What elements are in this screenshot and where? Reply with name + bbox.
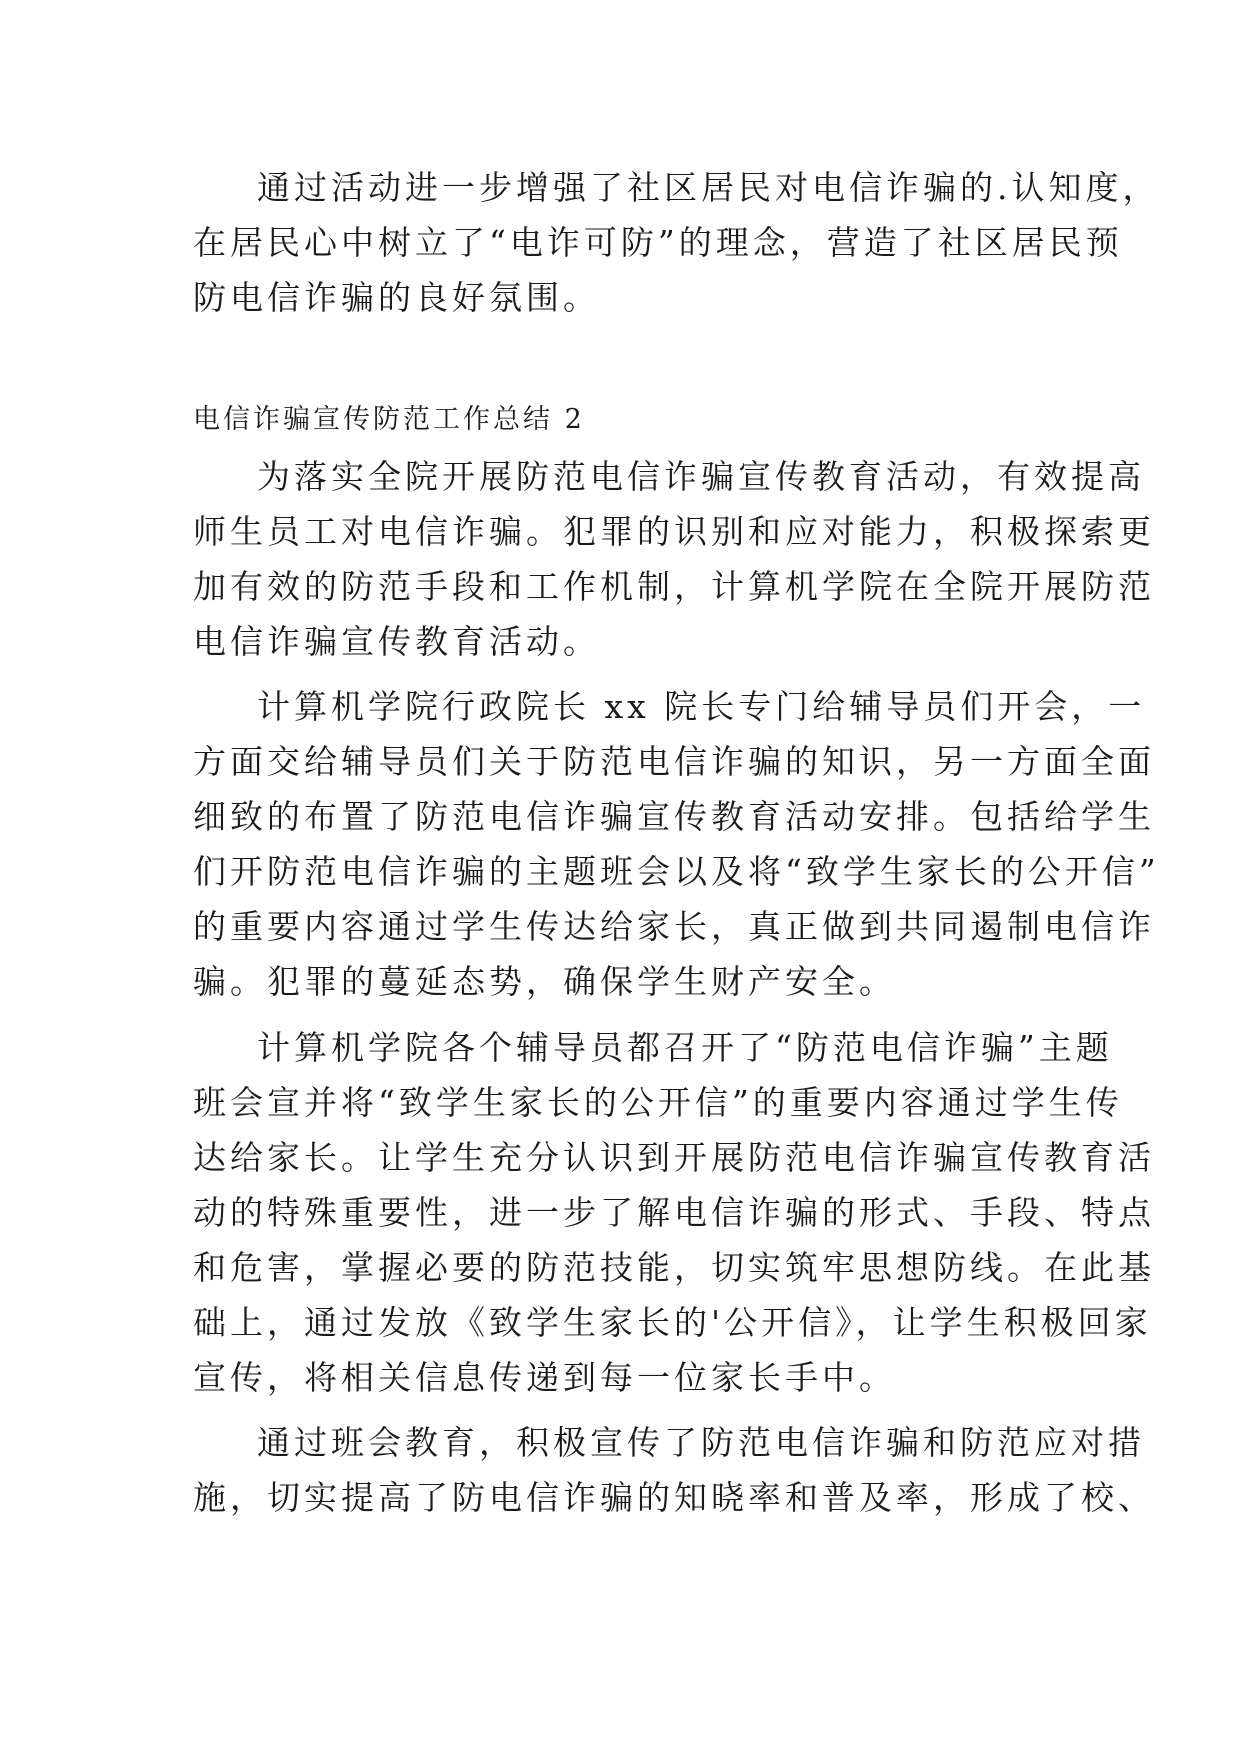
paragraph-1-line-2: 在居民心中树立了“电诈可防”的理念，营造了社区居民预 [193,223,1123,262]
paragraph-5-line-1: 通过班会教育，积极宣传了防范电信诈骗和防范应对措 [257,1423,1145,1462]
paragraph-1-line-3: 防电信诈骗的良好氛围。 [193,278,600,317]
paragraph-3-line-2: 方面交给辅导员们关于防范电信诈骗的知识，另一方面全面 [193,742,1155,781]
paragraph-2-line-2: 师生员工对电信诈骗。犯罪的识别和应对能力，积极探索更 [193,512,1155,551]
paragraph-4-line-1: 计算机学院各个辅导员都召开了“防范电信诈骗”主题 [257,1028,1113,1067]
paragraph-2-line-4: 电信诈骗宣传教育活动。 [193,622,600,661]
paragraph-3-line-6: 骗。犯罪的蔓延态势，确保学生财产安全。 [193,962,896,1001]
paragraph-4-line-2: 班会宣并将“致学生家长的公开信”的重要内容通过学生传 [193,1083,1123,1122]
paragraph-1-line-1: 通过活动进一步增强了社区居民对电信诈骗的.认知度， [257,168,1160,207]
paragraph-3-line-1: 计算机学院行政院长 xx 院长专门给辅导员们开会，一 [257,687,1146,726]
paragraph-4-line-3: 达给家长。让学生充分认识到开展防范电信诈骗宣传教育活 [193,1138,1155,1177]
paragraph-4-line-5: 和危害，掌握必要的防范技能，切实筑牢思想防线。在此基 [193,1248,1155,1287]
paragraph-3-line-5: 的重要内容通过学生传达给家长，真正做到共同遏制电信诈 [193,907,1155,946]
paragraph-5-line-2: 施，切实提高了防电信诈骗的知晓率和普及率，形成了校、 [193,1478,1155,1517]
paragraph-4-line-7: 宣传，将相关信息传递到每一位家长手中。 [193,1358,896,1397]
paragraph-4-line-4: 动的特殊重要性，进一步了解电信诈骗的形式、手段、特点 [193,1193,1155,1232]
paragraph-2-line-3: 加有效的防范手段和工作机制，计算机学院在全院开展防范 [193,567,1155,606]
paragraph-3-line-3: 细致的布置了防范电信诈骗宣传教育活动安排。包括给学生 [193,797,1155,836]
paragraph-4-line-6: 础上，通过发放《致学生家长的'公开信》，让学生积极回家 [193,1303,1152,1342]
paragraph-2-line-1: 为落实全院开展防范电信诈骗宣传教育活动，有效提高 [257,457,1145,496]
paragraph-3-line-4: 们开防范电信诈骗的主题班会以及将“致学生家长的公开信” [193,852,1160,891]
section-title: 电信诈骗宣传防范工作总结 2 [193,404,585,435]
